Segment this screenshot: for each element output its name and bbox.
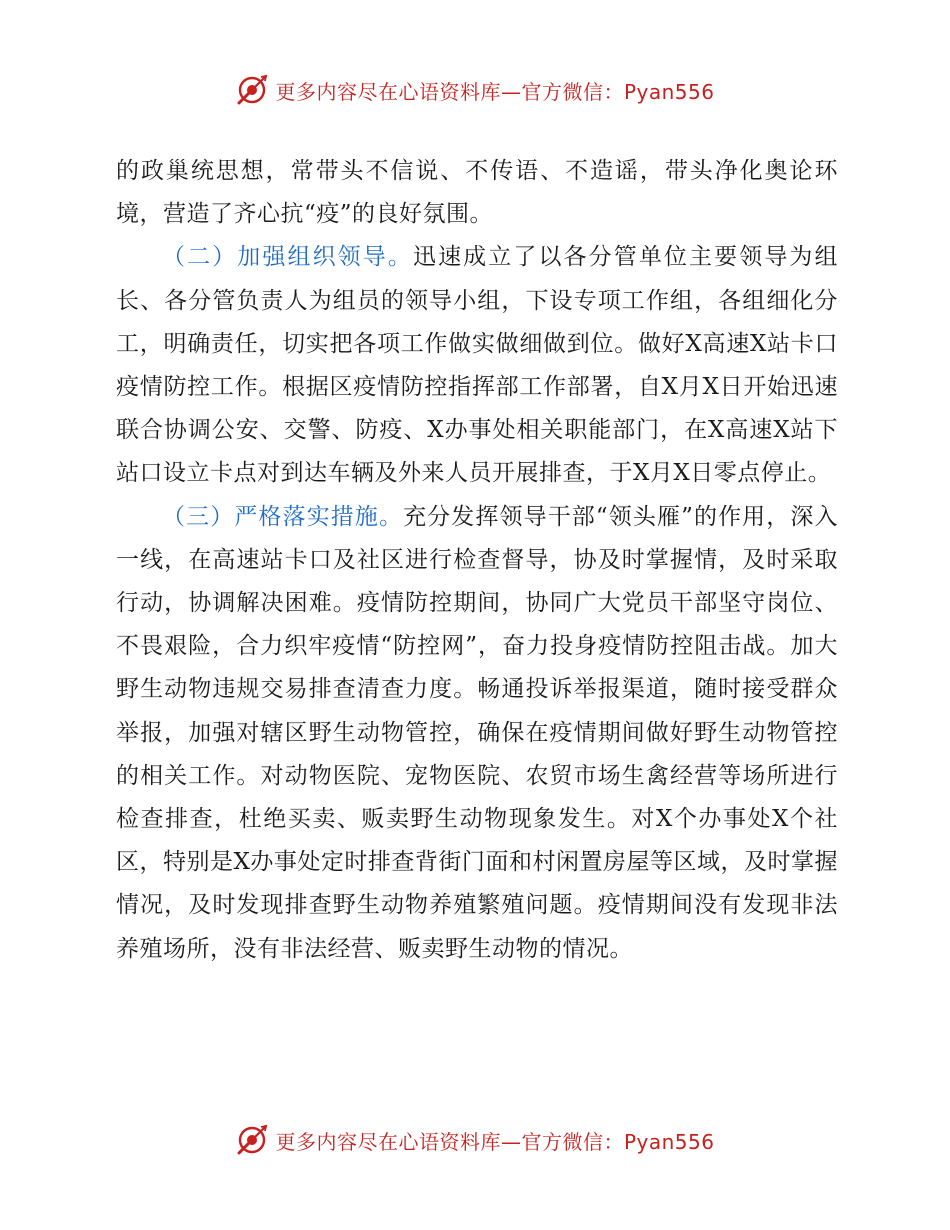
header-banner-text: 更多内容尽在心语资料库—官方微信：Pyan556 xyxy=(275,79,715,104)
pen-seal-logo-icon xyxy=(235,73,269,107)
paragraph-continuation: 的政巢统思想，常带头不信说、不传语、不造谣，带头净化奥论环境，营造了齐心抗“疫”的良好氛围。 xyxy=(116,158,838,228)
footer-banner-text: 更多内容尽在心语资料库—官方微信：Pyan556 xyxy=(275,1129,715,1154)
section-2-paragraph xyxy=(116,236,838,495)
section-3-heading: （三）严格落实措施。 xyxy=(162,503,404,530)
section-2-heading: （二）加强组织领导。 xyxy=(162,244,413,271)
section-2-body: 迅速成立了以各分管单位主要领导为组长、各分管负责人为组员的领导小组，下设专项工作组，各组细化分工，明确责任，切实把各项工作做实做细做到位。做好X高速X站卡口疫情防控工作。根据区疫情防控指挥部工作部署，自X月X日开始迅速联合协调公安、交警、防疫、X办事处相关职能部门，在X高速X站下站口设立卡点对到达车辆及外来人员开展排查，于X月X日零点停止。 xyxy=(116,244,839,487)
pen-seal-logo-icon xyxy=(235,1123,269,1157)
header-banner xyxy=(0,70,950,110)
section-3-paragraph xyxy=(116,496,838,971)
document-body xyxy=(116,150,838,971)
footer-banner xyxy=(0,1120,950,1160)
section-3-body: 充分发挥领导干部“领头雁”的作用，深入一线，在高速站卡口及社区进行检查督导，协及时掌握情，及时采取行动，协调解决困难。疫情防控期间，协同广大党员干部坚守岗位、不畏艰险，合力织牢疫情“防控网”，奋力投身疫情防控阻击战。加大野生动物违规交易排查清查力度。畅通投诉举报渠道，随时接受群众举报，加强对辖区野生动物管控，确保在疫情期间做好野生动物管控的相关工作。对动物医院、宠物医院、农贸市场生禽经营等场所进行检查排查，杜绝买卖、贩卖野生动物现象发生。对X个办事处X个社区，特别是X办事处定时排查背街门面和村闲置房屋等区域，及时掌握情况，及时发现排查野生动物养殖繁殖问题。疫情期间没有发现非法养殖场所，没有非法经营、贩卖野生动物的情况。 xyxy=(116,503,838,962)
